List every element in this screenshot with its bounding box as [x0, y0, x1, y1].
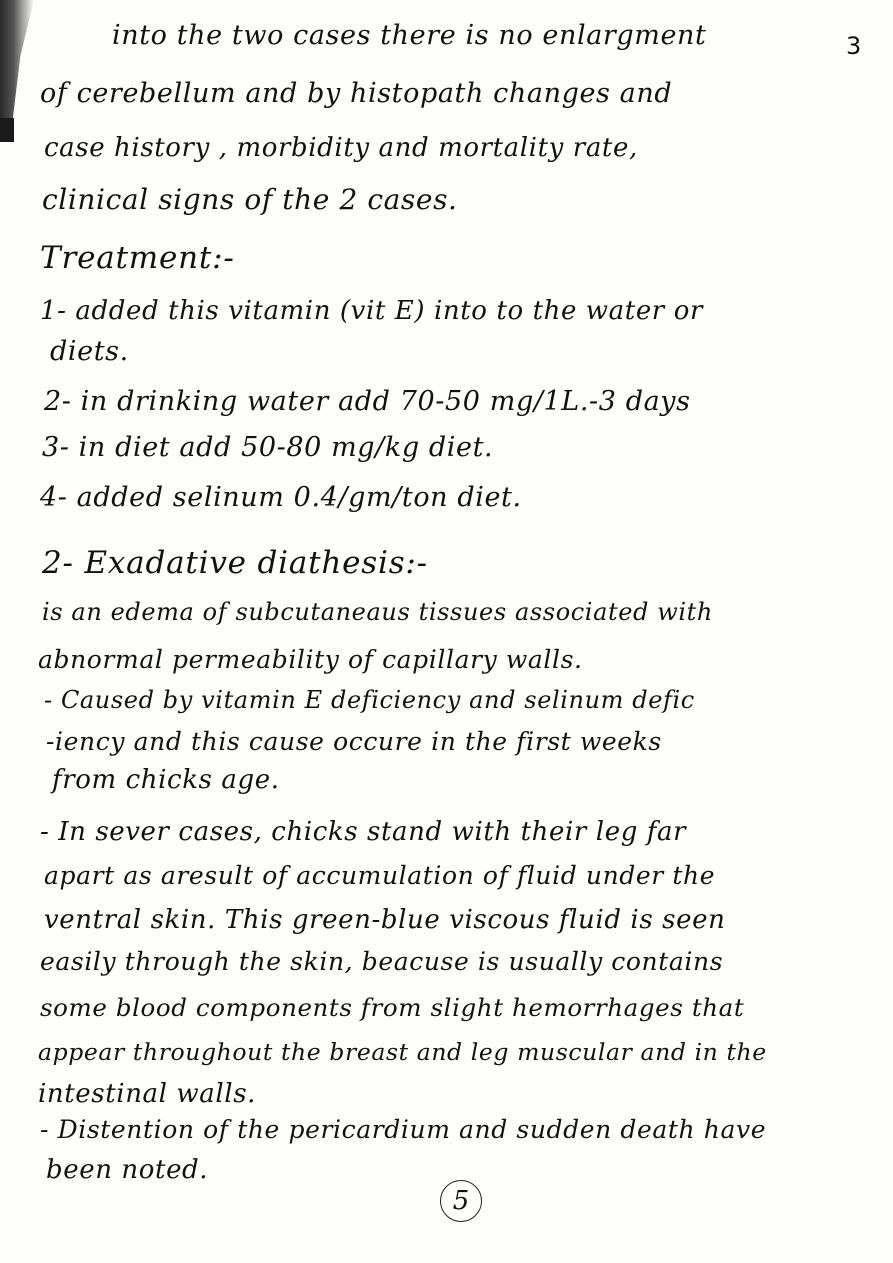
text-line-23: intestinal walls.	[38, 1079, 257, 1109]
text-line-17: - In sever cases, chicks stand with their leg far	[40, 817, 687, 847]
text-line-3: case history , morbidity and mortality rate,	[44, 133, 638, 163]
text-line-16: from chicks age.	[52, 765, 280, 795]
text-line-4: clinical signs of the 2 cases.	[42, 183, 458, 216]
text-line-14: - Caused by vitamin E deficiency and selinum defic	[44, 686, 695, 714]
text-line-20: easily through the skin, beacuse is usually contains	[40, 947, 724, 976]
text-line-13: abnormal permeability of capillary walls.	[38, 645, 583, 674]
text-line-21: some blood components from slight hemorrhages that	[40, 993, 745, 1022]
text-line-24: - Distention of the pericardium and sudden death have	[40, 1115, 767, 1144]
text-line-25: been noted.	[46, 1155, 209, 1185]
text-line-2: of cerebellum and by histopath changes and	[40, 78, 673, 109]
text-line-8: 2- in drinking water add 70-50 mg/1L.-3 days	[44, 386, 691, 417]
text-line-18: apart as aresult of accumulation of fluid under the	[44, 861, 716, 890]
text-line-19: ventral skin. This green-blue viscous fluid is seen	[44, 905, 726, 935]
page-number-circle: 5	[440, 1180, 482, 1222]
text-line-6: 1- added this vitamin (vit E) into to the water or	[40, 296, 703, 326]
text-line-15: -iency and this cause occure in the first weeks	[46, 727, 662, 756]
text-line-12: is an edema of subcutaneaus tissues associated with	[42, 598, 713, 626]
text-line-1: into the two cases there is no enlargment	[112, 20, 707, 51]
text-line-7: diets.	[50, 336, 129, 367]
text-line-10: 4- added selinum 0.4/gm/ton diet.	[40, 482, 522, 513]
section-heading-exadative: 2- Exadative diathesis:-	[42, 545, 428, 581]
text-line-22: appear throughout the breast and leg muscular and in the	[38, 1038, 767, 1066]
text-line-9: 3- in diet add 50-80 mg/kg diet.	[42, 432, 494, 463]
section-heading-treatment: Treatment:-	[40, 240, 235, 276]
corner-number: 3	[846, 32, 862, 60]
binding-mark	[0, 118, 14, 142]
